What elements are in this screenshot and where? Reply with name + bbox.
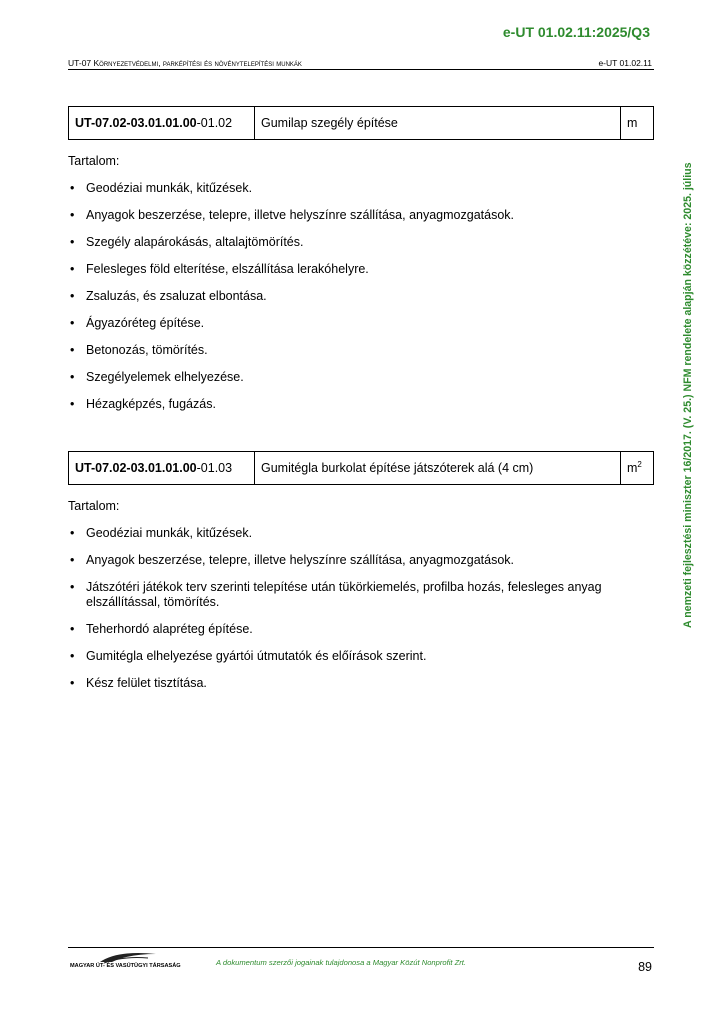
list-item: • Anyagok beszerzése, telepre, illetve helyszínre szállítása, anyagmozgatások. (68, 208, 654, 223)
content-list-2 (68, 526, 654, 703)
header-section-title-text: UT-07 Környezetvédelmi, parképítési és növénytelepítési munkák (68, 58, 302, 68)
list-item: • Teherhordó alapréteg építése. (68, 622, 654, 637)
side-note (680, 98, 696, 628)
item-unit: m (627, 116, 638, 131)
header-divider (68, 69, 654, 70)
list-item: • Felesleges föld elterítése, elszállítása lerakóhelyre. (68, 262, 654, 277)
content-label-1: Tartalom: (68, 154, 120, 168)
list-item: • Szegélyelemek elhelyezése. (68, 370, 654, 385)
item-table-2 (68, 451, 654, 485)
page-number: 89 (638, 960, 652, 974)
item-code-bold: UT-07.02-03.01.01.00 (75, 461, 197, 475)
list-item: • Játszótéri játékok terv szerinti telepítése után tükörkiemelés, profilba hozás, felesleges anyag elszállítással, tömörítés. (68, 580, 654, 609)
document-code: e-UT 01.02.11:2025/Q3 (502, 24, 650, 40)
item-table-1 (68, 106, 654, 140)
item-code-cell (69, 452, 255, 485)
list-item: • Betonozás, tömörítés. (68, 343, 654, 358)
item-unit-cell (621, 452, 654, 485)
list-item: • Zsaluzás, és zsaluzat elbontása. (68, 289, 654, 304)
list-item: • Ágyazóréteg építése. (68, 316, 654, 331)
list-item: • Hézagképzés, fugázás. (68, 397, 654, 412)
item-unit: m (627, 461, 638, 476)
item-title-cell: Gumitégla burkolat építése játszóterek alá (4 cm) (255, 452, 621, 485)
side-note-text: A nemzeti fejlesztési miniszter 16/2017. (V. 25.) NFM rendelete alapján közzétéve: 2025. július (682, 162, 694, 628)
logo-swoosh-icon (98, 950, 158, 964)
society-logo (70, 948, 181, 972)
item-code-bold: UT-07.02-03.01.01.00 (75, 116, 197, 130)
list-item: • Anyagok beszerzése, telepre, illetve helyszínre szállítása, anyagmozgatások. (68, 553, 654, 568)
list-item: • Geodéziai munkák, kitűzések. (68, 526, 654, 541)
item-code-suffix: -01.03 (196, 461, 233, 475)
item-title-cell: Gumilap szegély építése (255, 107, 621, 140)
item-code-cell (69, 107, 255, 140)
content-list-1 (68, 181, 654, 424)
copyright-notice: A dokumentum szerzői jogainak tulajdonosa a Magyar Közút Nonprofit Zrt. (216, 958, 467, 967)
item-unit-cell (621, 107, 654, 140)
logo-text: MAGYAR ÚT- ÉS VASÚTÜGYI TÁRSASÁG (70, 963, 181, 969)
list-item: • Kész felület tisztítása. (68, 676, 654, 691)
header-section-title (68, 58, 302, 68)
header-doc-code: e-UT 01.02.11 (598, 58, 652, 68)
list-item: • Gumitégla elhelyezése gyártói útmutatók és előírások szerint. (68, 649, 654, 664)
content-label-2: Tartalom: (68, 499, 120, 513)
list-item: • Szegély alapárokásás, altalajtömörítés. (68, 235, 654, 250)
item-code-suffix: -01.02 (196, 116, 233, 130)
item-unit-sup: 2 (637, 460, 642, 470)
list-item: • Geodéziai munkák, kitűzések. (68, 181, 654, 196)
